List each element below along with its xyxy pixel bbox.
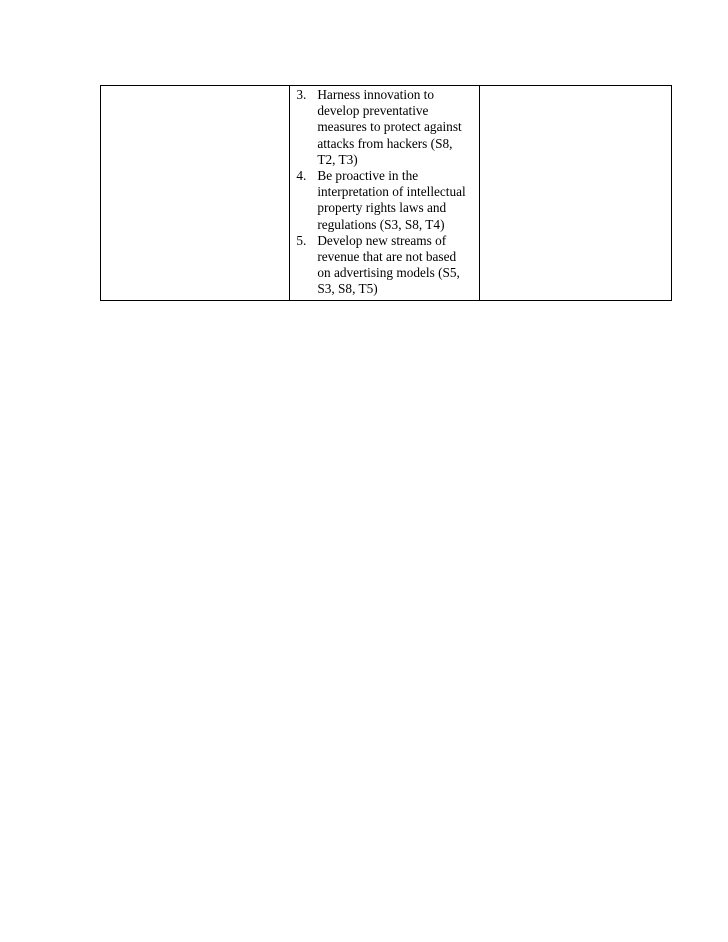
strategy-list bbox=[290, 86, 478, 298]
table-row bbox=[101, 86, 672, 301]
list-item-number: 5. bbox=[296, 232, 307, 248]
list-item-number: 4. bbox=[296, 168, 307, 184]
list-item-line: T2, T3) bbox=[317, 151, 358, 167]
list-item-line: revenue that are not based bbox=[317, 249, 457, 265]
list-item-line: Develop new streams of bbox=[317, 232, 447, 248]
list-item-line: Harness innovation to bbox=[317, 87, 435, 102]
table-cell-right bbox=[479, 86, 671, 301]
list-item bbox=[296, 87, 478, 168]
list-item-line: measures to protect against bbox=[317, 119, 462, 135]
list-item bbox=[296, 233, 478, 298]
list-item-line: S3, S8, T5) bbox=[317, 281, 378, 297]
table-cell-left bbox=[101, 86, 290, 301]
list-item-line: property rights laws and bbox=[317, 200, 447, 216]
table-cell-strategies bbox=[290, 86, 479, 301]
list-item-number: 3. bbox=[296, 87, 307, 102]
list-item-line: develop preventative bbox=[317, 103, 429, 119]
list-item-line: interpretation of intellectual bbox=[317, 184, 466, 200]
list-item-line: attacks from hackers (S8, bbox=[317, 135, 453, 151]
strategy-table bbox=[100, 85, 672, 301]
list-item-line: Be proactive in the bbox=[317, 168, 419, 184]
list-item-line: regulations (S3, S8, T4) bbox=[317, 216, 445, 232]
list-item-line: on advertising models (S5, bbox=[317, 265, 460, 281]
list-item bbox=[296, 168, 478, 233]
